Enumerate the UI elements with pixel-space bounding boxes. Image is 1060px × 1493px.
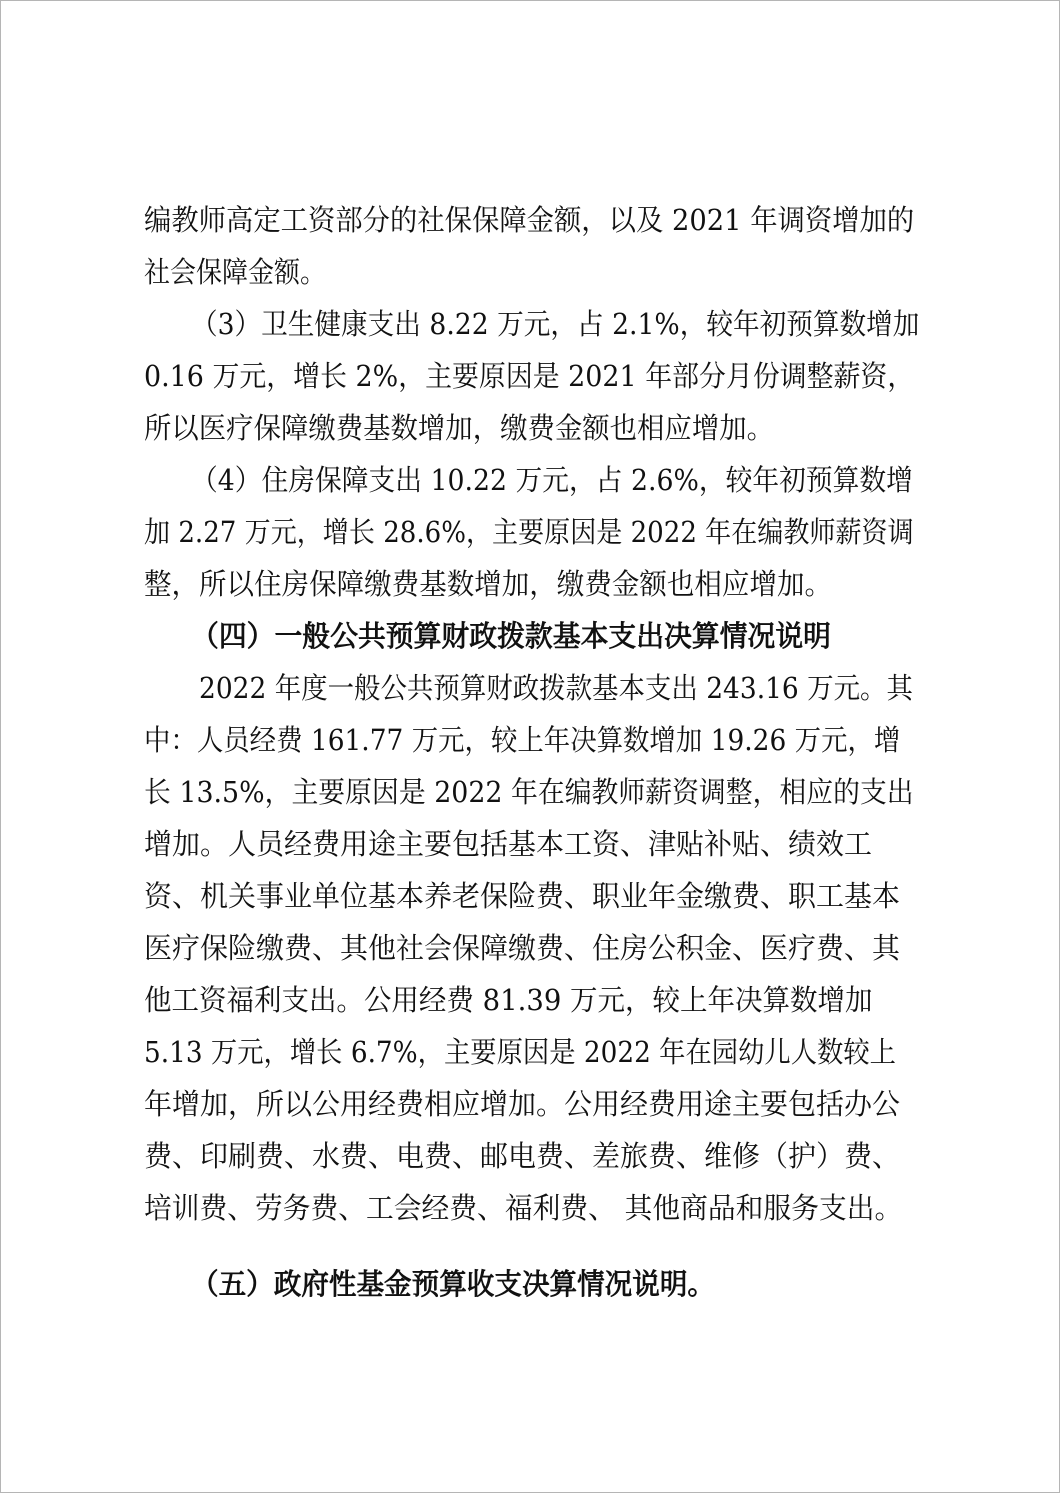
body-text-line: 长 13.5%，主要原因是 2022 年在编教师薪资调整，相应的支出	[144, 775, 914, 809]
body-text-line: （4）住房保障支出 10.22 万元，占 2.6%，较年初预算数增	[191, 463, 913, 497]
body-text-line: 医疗保险缴费、其他社会保障缴费、住房公积金、医疗费、其	[144, 931, 901, 965]
body-text-line: 所以医疗保障缴费基数增加，缴费金额也相应增加。	[144, 411, 775, 445]
section-heading: （五）政府性基金预算收支决算情况说明。	[191, 1267, 716, 1301]
body-text-line: 整，所以住房保障缴费基数增加，缴费金额也相应增加。	[144, 567, 833, 601]
body-text-line: 他工资福利支出。公用经费 81.39 万元，较上年决算数增加	[144, 983, 873, 1017]
body-text-line: （3）卫生健康支出 8.22 万元，占 2.1%，较年初预算数增加	[191, 307, 920, 341]
body-text-line: 编教师高定工资部分的社保保障金额，以及 2021 年调资增加的	[144, 203, 915, 237]
body-text-line: 5.13 万元，增长 6.7%，主要原因是 2022 年在园幼儿人数较上	[144, 1035, 896, 1069]
body-text-line: 0.16 万元，增长 2%，主要原因是 2021 年部分月份调整薪资，	[144, 359, 915, 393]
section-heading: （四）一般公共预算财政拨款基本支出决算情况说明	[191, 619, 832, 653]
body-text-line: 中：人员经费 161.77 万元，较上年决算数增加 19.26 万元，增	[144, 723, 901, 757]
body-text-line: 增加。人员经费用途主要包括基本工资、津贴补贴、绩效工	[144, 827, 873, 861]
body-text-line: 资、机关事业单位基本养老保险费、职业年金缴费、职工基本	[144, 879, 901, 913]
body-text-line: 费、印刷费、水费、电费、邮电费、差旅费、维修（护）费、	[144, 1139, 901, 1173]
body-text-line: 培训费、劳务费、工会经费、福利费、 其他商品和服务支出。	[144, 1191, 903, 1225]
body-text-line: 社会保障金额。	[144, 255, 327, 289]
body-text-line: 年增加，所以公用经费相应增加。公用经费用途主要包括办公	[144, 1087, 901, 1121]
body-text-line: 2022 年度一般公共预算财政拨款基本支出 243.16 万元。其	[199, 671, 913, 705]
body-text-line: 加 2.27 万元，增长 28.6%，主要原因是 2022 年在编教师薪资调	[144, 515, 914, 549]
